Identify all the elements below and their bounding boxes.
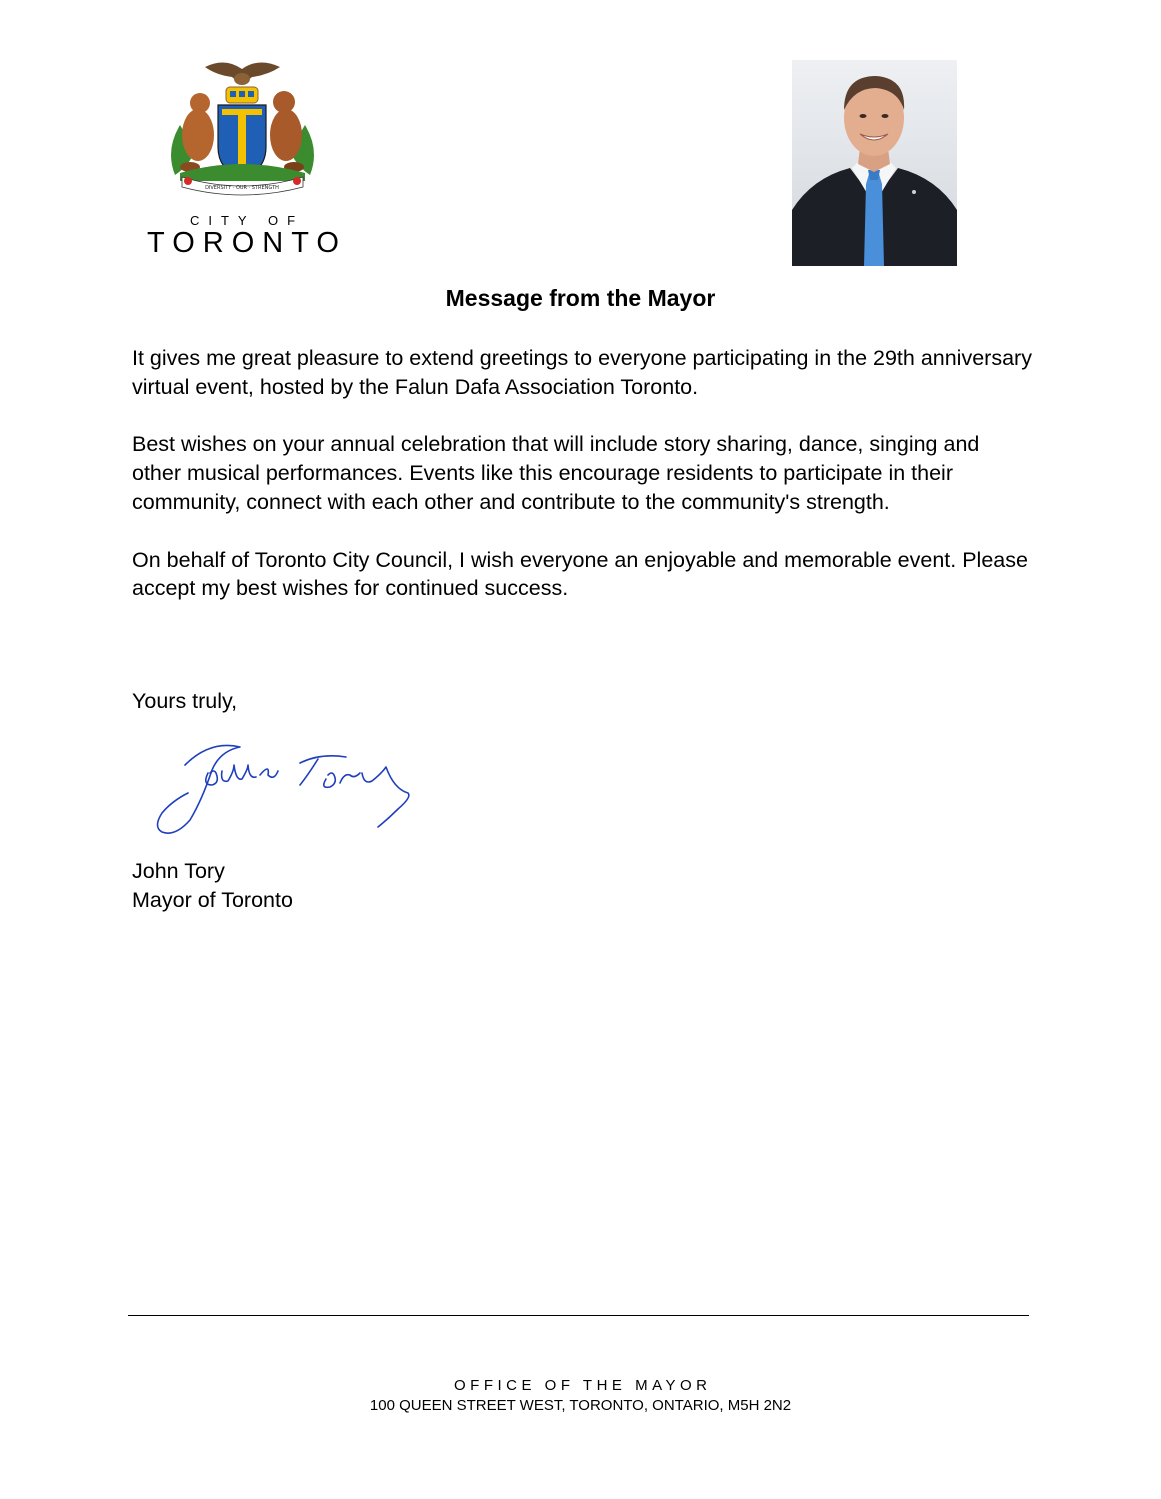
svg-text:DIVERSITY · OUR · STRENGTH: DIVERSITY · OUR · STRENGTH	[205, 185, 279, 191]
letter-paragraph-3: On behalf of Toronto City Council, I wish everyone an enjoyable and memorable event. Please accept my best wishes for continued success.	[132, 547, 1028, 601]
signer-name: John Tory	[132, 859, 225, 883]
footer-address: 100 QUEEN STREET WEST, TORONTO, ONTARIO, M5H 2N2	[369, 1397, 792, 1414]
page-title: Message from the Mayor	[445, 285, 716, 311]
letterhead-city-of: CITY OF	[189, 213, 305, 228]
signer-title: Mayor of Toronto	[132, 887, 293, 912]
letter-paragraph-1: It gives me great pleasure to extend greetings to everyone participating in the 29th anniversary virtual event, hosted by the Falun Dafa Association Toronto.	[132, 346, 1032, 399]
letter-closing: Yours truly,	[132, 689, 238, 713]
mayor-portrait-photo	[792, 60, 957, 266]
signature-icon	[150, 735, 425, 840]
handwritten-signature	[150, 735, 425, 840]
letter-paragraph-2: Best wishes on your annual celebration that will include story sharing, dance, singing and other musical performances. Events like this encourage residents to participate in their community, connect with each other and contribute to the community's strength.	[132, 432, 980, 514]
footer-divider	[128, 1315, 1029, 1316]
city-crest-logo	[160, 55, 325, 200]
letter-body	[132, 344, 1032, 603]
letterhead-city-name: TORONTO	[147, 227, 347, 259]
signer-block	[132, 857, 293, 914]
portrait-image-icon	[792, 60, 957, 266]
coat-of-arms-icon	[160, 55, 325, 200]
footer-office: OFFICE OF THE MAYOR	[454, 1377, 712, 1394]
